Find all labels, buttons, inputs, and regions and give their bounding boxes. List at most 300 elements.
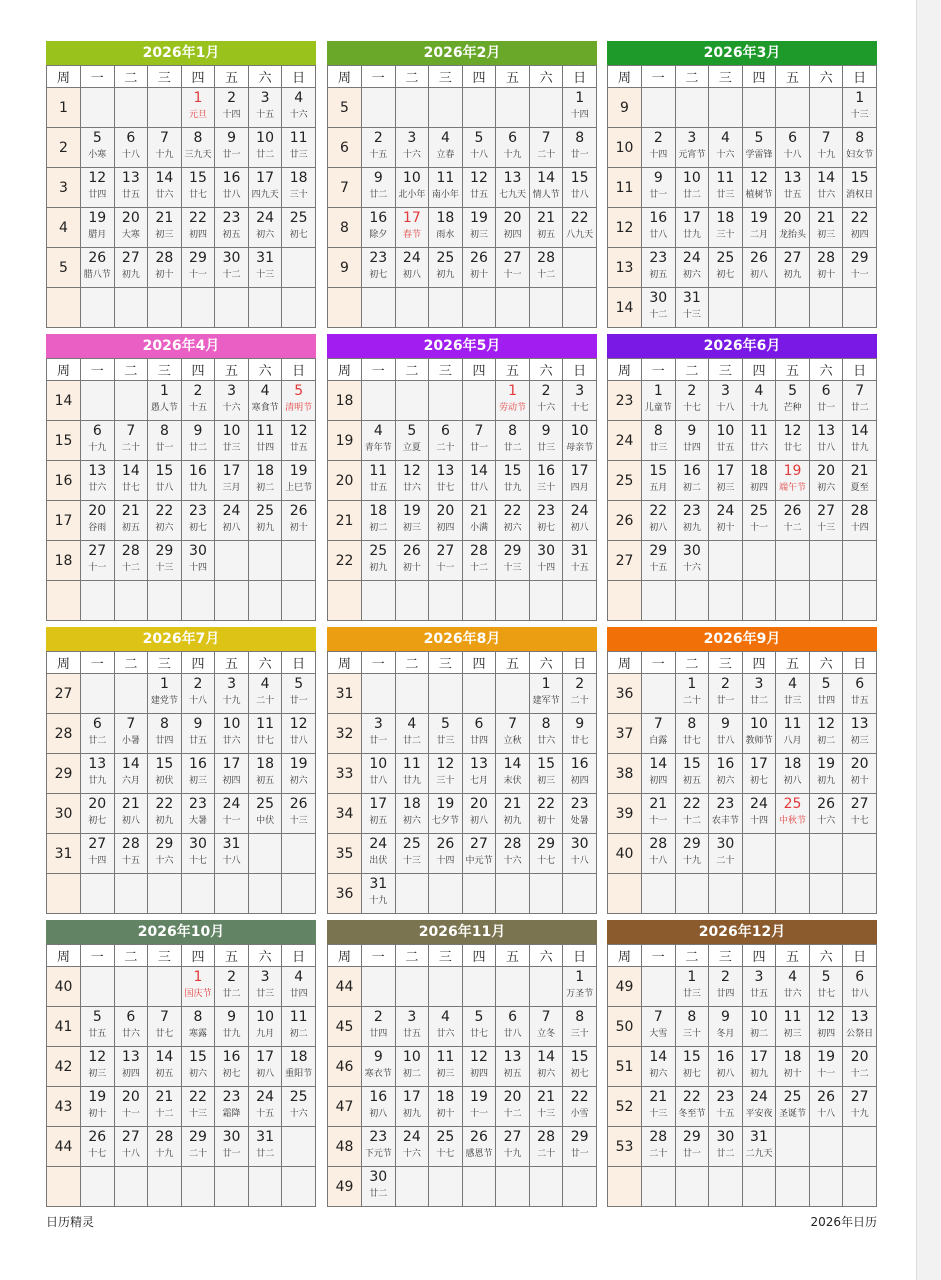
day-cell[interactable] xyxy=(148,208,182,248)
day-cell[interactable] xyxy=(181,1087,215,1127)
day-cell[interactable] xyxy=(362,754,396,794)
day-cell[interactable] xyxy=(742,1007,776,1047)
day-cell[interactable] xyxy=(496,168,530,208)
day-cell[interactable] xyxy=(148,834,182,874)
day-cell[interactable] xyxy=(429,421,463,461)
day-cell[interactable] xyxy=(215,381,249,421)
day-cell[interactable] xyxy=(563,714,597,754)
day-cell[interactable] xyxy=(776,714,810,754)
day-cell[interactable] xyxy=(642,208,676,248)
day-cell[interactable] xyxy=(395,541,429,581)
day-cell[interactable] xyxy=(114,1127,148,1167)
day-cell[interactable] xyxy=(429,541,463,581)
day-cell[interactable] xyxy=(429,168,463,208)
day-cell[interactable] xyxy=(462,128,496,168)
day-cell[interactable] xyxy=(81,128,115,168)
day-cell[interactable] xyxy=(563,1127,597,1167)
day-cell[interactable] xyxy=(809,208,843,248)
day-cell[interactable] xyxy=(181,1047,215,1087)
day-cell[interactable] xyxy=(843,501,877,541)
day-cell[interactable] xyxy=(362,461,396,501)
day-cell[interactable] xyxy=(81,1127,115,1167)
day-cell[interactable] xyxy=(362,421,396,461)
day-cell[interactable] xyxy=(776,1087,810,1127)
day-cell[interactable] xyxy=(809,381,843,421)
day-cell[interactable] xyxy=(843,421,877,461)
day-cell[interactable] xyxy=(742,674,776,714)
day-cell[interactable] xyxy=(529,501,563,541)
day-cell[interactable] xyxy=(742,1127,776,1167)
day-cell[interactable] xyxy=(642,1047,676,1087)
day-cell[interactable] xyxy=(496,208,530,248)
day-cell[interactable] xyxy=(462,541,496,581)
day-cell[interactable] xyxy=(843,967,877,1007)
day-cell[interactable] xyxy=(282,674,316,714)
day-cell[interactable] xyxy=(563,461,597,501)
day-cell[interactable] xyxy=(563,541,597,581)
day-cell[interactable] xyxy=(809,1007,843,1047)
day-cell[interactable] xyxy=(742,128,776,168)
day-cell[interactable] xyxy=(496,248,530,288)
day-cell[interactable] xyxy=(181,381,215,421)
day-cell[interactable] xyxy=(563,128,597,168)
day-cell[interactable] xyxy=(362,168,396,208)
day-cell[interactable] xyxy=(282,1007,316,1047)
day-cell[interactable] xyxy=(282,1087,316,1127)
day-cell[interactable] xyxy=(395,1047,429,1087)
day-cell[interactable] xyxy=(148,421,182,461)
day-cell[interactable] xyxy=(81,168,115,208)
day-cell[interactable] xyxy=(181,421,215,461)
day-cell[interactable] xyxy=(81,1007,115,1047)
day-cell[interactable] xyxy=(114,461,148,501)
day-cell[interactable] xyxy=(181,461,215,501)
day-cell[interactable] xyxy=(215,1007,249,1047)
day-cell[interactable] xyxy=(248,1007,282,1047)
day-cell[interactable] xyxy=(248,461,282,501)
day-cell[interactable] xyxy=(248,248,282,288)
day-cell[interactable] xyxy=(215,1087,249,1127)
day-cell[interactable] xyxy=(148,1087,182,1127)
day-cell[interactable] xyxy=(843,754,877,794)
day-cell[interactable] xyxy=(675,1047,709,1087)
day-cell[interactable] xyxy=(642,754,676,794)
day-cell[interactable] xyxy=(675,967,709,1007)
day-cell[interactable] xyxy=(496,1007,530,1047)
day-cell[interactable] xyxy=(429,834,463,874)
day-cell[interactable] xyxy=(496,834,530,874)
day-cell[interactable] xyxy=(462,834,496,874)
day-cell[interactable] xyxy=(395,1127,429,1167)
day-cell[interactable] xyxy=(81,248,115,288)
day-cell[interactable] xyxy=(181,88,215,128)
day-cell[interactable] xyxy=(462,501,496,541)
day-cell[interactable] xyxy=(215,421,249,461)
day-cell[interactable] xyxy=(675,714,709,754)
day-cell[interactable] xyxy=(709,754,743,794)
day-cell[interactable] xyxy=(81,421,115,461)
day-cell[interactable] xyxy=(563,754,597,794)
day-cell[interactable] xyxy=(282,208,316,248)
day-cell[interactable] xyxy=(215,834,249,874)
day-cell[interactable] xyxy=(395,834,429,874)
day-cell[interactable] xyxy=(362,874,396,914)
day-cell[interactable] xyxy=(843,208,877,248)
day-cell[interactable] xyxy=(563,1007,597,1047)
day-cell[interactable] xyxy=(496,128,530,168)
day-cell[interactable] xyxy=(462,248,496,288)
day-cell[interactable] xyxy=(843,1007,877,1047)
day-cell[interactable] xyxy=(642,461,676,501)
day-cell[interactable] xyxy=(215,794,249,834)
day-cell[interactable] xyxy=(642,1127,676,1167)
day-cell[interactable] xyxy=(709,714,743,754)
day-cell[interactable] xyxy=(429,1087,463,1127)
day-cell[interactable] xyxy=(843,168,877,208)
day-cell[interactable] xyxy=(496,754,530,794)
day-cell[interactable] xyxy=(81,208,115,248)
day-cell[interactable] xyxy=(81,541,115,581)
day-cell[interactable] xyxy=(776,754,810,794)
day-cell[interactable] xyxy=(148,541,182,581)
day-cell[interactable] xyxy=(642,421,676,461)
day-cell[interactable] xyxy=(81,754,115,794)
day-cell[interactable] xyxy=(563,794,597,834)
day-cell[interactable] xyxy=(462,208,496,248)
day-cell[interactable] xyxy=(709,794,743,834)
day-cell[interactable] xyxy=(362,1167,396,1207)
day-cell[interactable] xyxy=(215,501,249,541)
day-cell[interactable] xyxy=(675,501,709,541)
day-cell[interactable] xyxy=(742,248,776,288)
day-cell[interactable] xyxy=(809,754,843,794)
day-cell[interactable] xyxy=(776,128,810,168)
day-cell[interactable] xyxy=(248,128,282,168)
day-cell[interactable] xyxy=(248,794,282,834)
day-cell[interactable] xyxy=(563,168,597,208)
day-cell[interactable] xyxy=(675,168,709,208)
day-cell[interactable] xyxy=(148,1047,182,1087)
day-cell[interactable] xyxy=(496,501,530,541)
day-cell[interactable] xyxy=(282,128,316,168)
day-cell[interactable] xyxy=(215,168,249,208)
day-cell[interactable] xyxy=(529,834,563,874)
day-cell[interactable] xyxy=(642,541,676,581)
day-cell[interactable] xyxy=(642,1087,676,1127)
day-cell[interactable] xyxy=(462,1127,496,1167)
day-cell[interactable] xyxy=(675,1127,709,1167)
day-cell[interactable] xyxy=(563,88,597,128)
day-cell[interactable] xyxy=(248,754,282,794)
day-cell[interactable] xyxy=(148,1127,182,1167)
day-cell[interactable] xyxy=(81,834,115,874)
day-cell[interactable] xyxy=(843,248,877,288)
day-cell[interactable] xyxy=(362,714,396,754)
day-cell[interactable] xyxy=(809,714,843,754)
day-cell[interactable] xyxy=(282,1047,316,1087)
day-cell[interactable] xyxy=(709,381,743,421)
day-cell[interactable] xyxy=(809,461,843,501)
day-cell[interactable] xyxy=(709,834,743,874)
day-cell[interactable] xyxy=(709,1127,743,1167)
day-cell[interactable] xyxy=(148,168,182,208)
day-cell[interactable] xyxy=(181,208,215,248)
day-cell[interactable] xyxy=(181,168,215,208)
day-cell[interactable] xyxy=(742,714,776,754)
day-cell[interactable] xyxy=(114,248,148,288)
day-cell[interactable] xyxy=(114,1087,148,1127)
day-cell[interactable] xyxy=(642,1007,676,1047)
day-cell[interactable] xyxy=(362,1007,396,1047)
day-cell[interactable] xyxy=(675,208,709,248)
day-cell[interactable] xyxy=(843,794,877,834)
day-cell[interactable] xyxy=(248,208,282,248)
day-cell[interactable] xyxy=(843,674,877,714)
day-cell[interactable] xyxy=(529,794,563,834)
day-cell[interactable] xyxy=(742,754,776,794)
day-cell[interactable] xyxy=(429,1007,463,1047)
day-cell[interactable] xyxy=(215,461,249,501)
day-cell[interactable] xyxy=(742,1047,776,1087)
day-cell[interactable] xyxy=(675,794,709,834)
day-cell[interactable] xyxy=(181,714,215,754)
day-cell[interactable] xyxy=(809,248,843,288)
day-cell[interactable] xyxy=(114,501,148,541)
day-cell[interactable] xyxy=(675,381,709,421)
day-cell[interactable] xyxy=(282,794,316,834)
day-cell[interactable] xyxy=(181,248,215,288)
day-cell[interactable] xyxy=(362,1047,396,1087)
day-cell[interactable] xyxy=(809,128,843,168)
day-cell[interactable] xyxy=(148,794,182,834)
day-cell[interactable] xyxy=(675,128,709,168)
day-cell[interactable] xyxy=(529,1007,563,1047)
day-cell[interactable] xyxy=(843,461,877,501)
day-cell[interactable] xyxy=(81,501,115,541)
day-cell[interactable] xyxy=(181,674,215,714)
day-cell[interactable] xyxy=(529,128,563,168)
day-cell[interactable] xyxy=(742,794,776,834)
day-cell[interactable] xyxy=(809,168,843,208)
day-cell[interactable] xyxy=(675,674,709,714)
day-cell[interactable] xyxy=(248,501,282,541)
day-cell[interactable] xyxy=(776,794,810,834)
day-cell[interactable] xyxy=(114,1047,148,1087)
day-cell[interactable] xyxy=(148,674,182,714)
day-cell[interactable] xyxy=(395,1007,429,1047)
day-cell[interactable] xyxy=(709,1047,743,1087)
day-cell[interactable] xyxy=(529,168,563,208)
day-cell[interactable] xyxy=(181,128,215,168)
day-cell[interactable] xyxy=(429,208,463,248)
day-cell[interactable] xyxy=(148,381,182,421)
day-cell[interactable] xyxy=(181,501,215,541)
day-cell[interactable] xyxy=(529,674,563,714)
day-cell[interactable] xyxy=(362,1087,396,1127)
day-cell[interactable] xyxy=(776,168,810,208)
day-cell[interactable] xyxy=(776,248,810,288)
day-cell[interactable] xyxy=(843,88,877,128)
day-cell[interactable] xyxy=(215,248,249,288)
day-cell[interactable] xyxy=(282,168,316,208)
day-cell[interactable] xyxy=(395,421,429,461)
day-cell[interactable] xyxy=(675,541,709,581)
day-cell[interactable] xyxy=(709,421,743,461)
day-cell[interactable] xyxy=(675,1087,709,1127)
day-cell[interactable] xyxy=(675,421,709,461)
day-cell[interactable] xyxy=(81,794,115,834)
day-cell[interactable] xyxy=(81,1047,115,1087)
day-cell[interactable] xyxy=(248,1047,282,1087)
day-cell[interactable] xyxy=(529,248,563,288)
day-cell[interactable] xyxy=(248,1127,282,1167)
day-cell[interactable] xyxy=(642,834,676,874)
day-cell[interactable] xyxy=(429,1047,463,1087)
day-cell[interactable] xyxy=(181,794,215,834)
day-cell[interactable] xyxy=(248,1087,282,1127)
day-cell[interactable] xyxy=(843,128,877,168)
day-cell[interactable] xyxy=(496,1127,530,1167)
day-cell[interactable] xyxy=(362,794,396,834)
day-cell[interactable] xyxy=(642,248,676,288)
day-cell[interactable] xyxy=(776,501,810,541)
day-cell[interactable] xyxy=(529,461,563,501)
day-cell[interactable] xyxy=(709,1087,743,1127)
day-cell[interactable] xyxy=(148,248,182,288)
day-cell[interactable] xyxy=(563,1087,597,1127)
day-cell[interactable] xyxy=(248,88,282,128)
scrollbar[interactable] xyxy=(916,0,941,1280)
day-cell[interactable] xyxy=(395,461,429,501)
day-cell[interactable] xyxy=(809,794,843,834)
day-cell[interactable] xyxy=(496,1047,530,1087)
day-cell[interactable] xyxy=(282,714,316,754)
day-cell[interactable] xyxy=(496,381,530,421)
day-cell[interactable] xyxy=(563,208,597,248)
day-cell[interactable] xyxy=(709,208,743,248)
day-cell[interactable] xyxy=(395,128,429,168)
day-cell[interactable] xyxy=(215,674,249,714)
day-cell[interactable] xyxy=(462,714,496,754)
day-cell[interactable] xyxy=(282,461,316,501)
day-cell[interactable] xyxy=(429,754,463,794)
day-cell[interactable] xyxy=(776,674,810,714)
day-cell[interactable] xyxy=(675,288,709,328)
day-cell[interactable] xyxy=(529,421,563,461)
day-cell[interactable] xyxy=(215,208,249,248)
day-cell[interactable] xyxy=(148,754,182,794)
day-cell[interactable] xyxy=(529,541,563,581)
day-cell[interactable] xyxy=(462,168,496,208)
day-cell[interactable] xyxy=(248,714,282,754)
day-cell[interactable] xyxy=(563,381,597,421)
day-cell[interactable] xyxy=(114,794,148,834)
day-cell[interactable] xyxy=(675,461,709,501)
day-cell[interactable] xyxy=(809,501,843,541)
day-cell[interactable] xyxy=(148,128,182,168)
day-cell[interactable] xyxy=(114,541,148,581)
day-cell[interactable] xyxy=(809,1047,843,1087)
day-cell[interactable] xyxy=(282,501,316,541)
day-cell[interactable] xyxy=(114,714,148,754)
day-cell[interactable] xyxy=(429,128,463,168)
day-cell[interactable] xyxy=(742,381,776,421)
day-cell[interactable] xyxy=(248,168,282,208)
day-cell[interactable] xyxy=(362,208,396,248)
day-cell[interactable] xyxy=(529,208,563,248)
day-cell[interactable] xyxy=(529,1047,563,1087)
day-cell[interactable] xyxy=(282,381,316,421)
day-cell[interactable] xyxy=(248,381,282,421)
day-cell[interactable] xyxy=(114,421,148,461)
day-cell[interactable] xyxy=(114,754,148,794)
day-cell[interactable] xyxy=(462,754,496,794)
day-cell[interactable] xyxy=(642,381,676,421)
day-cell[interactable] xyxy=(429,461,463,501)
day-cell[interactable] xyxy=(529,754,563,794)
day-cell[interactable] xyxy=(642,168,676,208)
day-cell[interactable] xyxy=(181,967,215,1007)
day-cell[interactable] xyxy=(742,1087,776,1127)
day-cell[interactable] xyxy=(282,754,316,794)
day-cell[interactable] xyxy=(709,967,743,1007)
day-cell[interactable] xyxy=(496,421,530,461)
day-cell[interactable] xyxy=(563,674,597,714)
day-cell[interactable] xyxy=(809,674,843,714)
day-cell[interactable] xyxy=(248,421,282,461)
day-cell[interactable] xyxy=(776,381,810,421)
day-cell[interactable] xyxy=(362,1127,396,1167)
day-cell[interactable] xyxy=(642,288,676,328)
day-cell[interactable] xyxy=(395,754,429,794)
day-cell[interactable] xyxy=(529,1087,563,1127)
day-cell[interactable] xyxy=(462,1007,496,1047)
day-cell[interactable] xyxy=(462,421,496,461)
day-cell[interactable] xyxy=(462,461,496,501)
day-cell[interactable] xyxy=(642,794,676,834)
day-cell[interactable] xyxy=(215,88,249,128)
day-cell[interactable] xyxy=(809,421,843,461)
day-cell[interactable] xyxy=(529,714,563,754)
day-cell[interactable] xyxy=(395,168,429,208)
day-cell[interactable] xyxy=(462,794,496,834)
day-cell[interactable] xyxy=(429,794,463,834)
day-cell[interactable] xyxy=(282,967,316,1007)
day-cell[interactable] xyxy=(709,128,743,168)
day-cell[interactable] xyxy=(81,461,115,501)
day-cell[interactable] xyxy=(462,1087,496,1127)
day-cell[interactable] xyxy=(776,1047,810,1087)
day-cell[interactable] xyxy=(362,248,396,288)
day-cell[interactable] xyxy=(215,714,249,754)
day-cell[interactable] xyxy=(642,501,676,541)
day-cell[interactable] xyxy=(429,248,463,288)
day-cell[interactable] xyxy=(181,541,215,581)
day-cell[interactable] xyxy=(496,714,530,754)
day-cell[interactable] xyxy=(395,501,429,541)
day-cell[interactable] xyxy=(429,501,463,541)
day-cell[interactable] xyxy=(181,834,215,874)
day-cell[interactable] xyxy=(776,461,810,501)
day-cell[interactable] xyxy=(742,461,776,501)
day-cell[interactable] xyxy=(563,967,597,1007)
day-cell[interactable] xyxy=(114,168,148,208)
day-cell[interactable] xyxy=(809,1087,843,1127)
day-cell[interactable] xyxy=(248,967,282,1007)
day-cell[interactable] xyxy=(776,208,810,248)
day-cell[interactable] xyxy=(148,1007,182,1047)
day-cell[interactable] xyxy=(362,128,396,168)
